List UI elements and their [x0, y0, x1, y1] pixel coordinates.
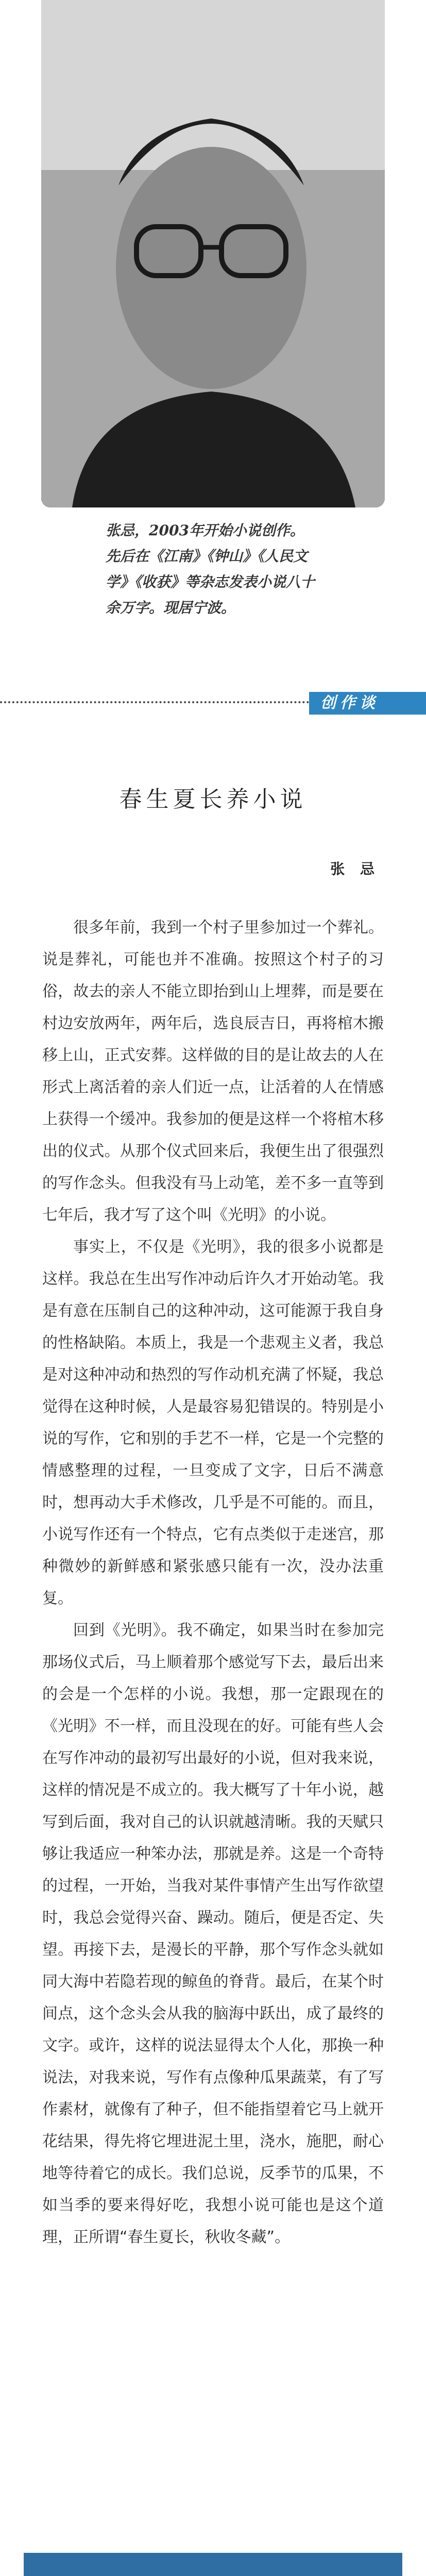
section-tag: 创作谈 [309, 692, 426, 715]
article-paragraph: 很多年前，我到一个村子里参加过一个葬礼。说是葬礼，可能也并不准确。按照这个村子的习俗，故去的亲人不能立即抬到山上埋葬，而是要在村边安放两年，两年后，选良辰吉日，再将棺木搬移上山，正式安葬。这样做的目的是让故去的人在形式上离活着的亲人们近一点，让活着的人在情感上获得一个缓冲。我参加的便是这样一个将棺木移出的仪式。从那个仪式回来后，我便生出了很强烈的写作念头。但我没有马上动笔，差不多一直等到七年后，我才写了这个叫《光明》的小说。 [42, 919, 384, 1224]
wechat-promo-footer [24, 2553, 402, 2576]
section-header [0, 692, 426, 718]
article-paragraph: 事实上，不仅是《光明》，我的很多小说都是这样。我总在生出写作冲动后许久才开始动笔。我是有意在压制自己的这种冲动，这可能源于我自身的性格缺陷。本质上，我是一个悲观主义者，我总是对这种冲动和热烈的写作动机充满了怀疑，我总觉得在这种时候，人是最容易犯错误的。特别是小说的写作，它和别的手艺不一样，它是一个完整的情感整理的过程，一旦变成了文字，日后不满意时，想再动大手术修改，几乎是不可能的。而且，小说写作还有一个特点，它有点类似于走迷宫，那种微妙的新鲜感和紧张感只能有一次，没办法重复。 [42, 1238, 384, 1607]
author-bio-line: 先后在《江南》《钟山》《人民文 [106, 548, 308, 565]
footer-slogan [163, 2573, 370, 2576]
article-paragraph: 回到《光明》。我不确定，如果当时在参加完那场仪式后，马上顺着那个感觉写下去，最后出来的会是一个怎样的小说。我想，那一定跟现在的《光明》不一样，而且没现在的好。可能有些人会在写作冲动的最初写出最好的小说，但对我来说，这样的情况是不成立的。我大概写了十年小说，越写到后面，我对自己的认识就越清晰。我的天赋只够让我适应一种笨办法，那就是养。这是一个奇特的过程，一开始，当我对某件事情产生出写作欲望时，我总会觉得兴奋、躁动。随后，便是否定、失望。再接下去，是漫长的平静，那个写作念头就如同大海中若隐若现的鲸鱼的脊背。最后，在某个时间点，这个念头会从我的脑海中跃出，成了最终的文字。或许，这样的说法显得太个人化，那换一种说法，对我来说，写作有点像种瓜果蔬菜，有了写作素材，就像有了种子，但不能指望着它马上就开花结果，得先将它埋进泥土里，浇水，施肥，耐心地等待着它的成长。我们总说，反季节的瓜果，不如当季的要来得好吃，我想小说可能也是这个道理，正所谓“春生夏长，秋收冬藏”。 [42, 1621, 384, 2246]
article-author: 张 忌 [330, 860, 380, 877]
author-bio-line: 学》《收获》等杂志发表小说八十 [106, 573, 315, 590]
article-body [42, 912, 384, 2253]
author-portrait [41, 0, 385, 507]
author-bio-line: 余万字。现居宁波。 [106, 599, 236, 616]
dotted-divider [0, 701, 309, 703]
author-bio [106, 518, 373, 621]
author-bio-line: 张忌，2003年开始小说创作。 [106, 522, 304, 539]
article-title: 春生夏长养小说 [119, 786, 307, 812]
